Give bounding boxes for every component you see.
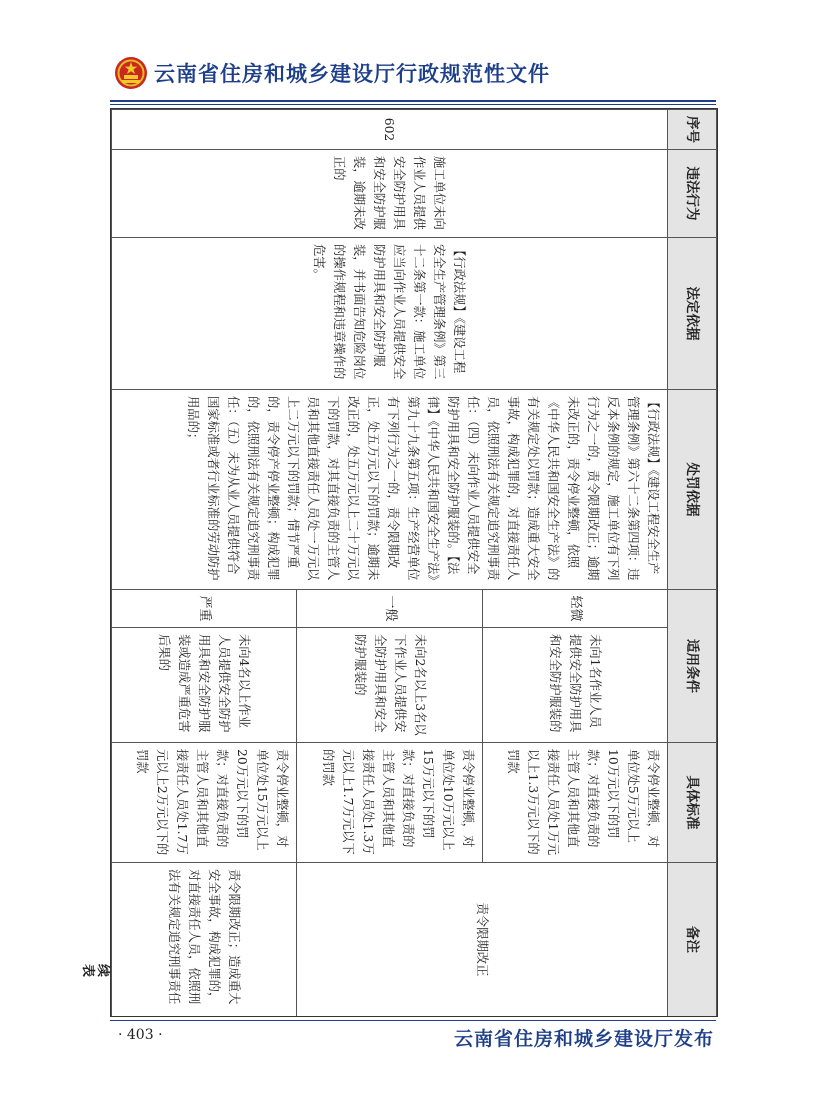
row-behavior: 施工单位未向作业人员提供安全防护用具和安全防护服装，逾期未改正的 [112, 150, 668, 238]
footer-publisher: 云南省住房和城乡建设厅发布 [453, 1028, 714, 1050]
row-seq: 602 [112, 110, 668, 150]
condition-minor: 未向1名作业人员提供安全防护用具和安全防护服装的 [482, 628, 667, 743]
header-divider [110, 100, 716, 102]
col-legal-basis: 法定依据 [668, 238, 717, 390]
header-divider-thin [110, 104, 716, 105]
table-row [482, 110, 667, 1017]
page-number: · 403 · [118, 1027, 163, 1043]
row-penalty-basis: 【行政法规】《建设工程安全生产管理条例》第六十二条第四项：违反本条例的规定，施工单位有下列行为之一的，责令限期改正；逾期未改正的，责令停业整顿，依照《中华人民共和国安全生产法》的有关规定处以罚款；造成重大安全事故，构成犯罪的，对直接责任人员，依照刑法有关规定追究刑事责任：（四）未向作业人员提供安全防护用具和安全防护服装的。【法律】《中华人民共和国安全生产法》第九十九条第五项：生产经营单位有下列行为之一的，责令限期改正，处五万元以下的罚款；逾期未改正的，处五万元以上二十万元以下的罚款，对其直接负责的主管人员和其他直接责任人员处一万元以上二万元以下的罚款；情节严重的，责令停产停业整顿；构成犯罪的，依照刑法有关规定追究刑事责任：（五）未为从业人员提供符合国家标准或者行业标准的劳动防护用品的； [112, 390, 668, 590]
standard-minor: 责令停业整顿，对单位处5万元以上10万元以下的罚款；对直接负责的主管人员和其他直接责任人员处1万元以上1.3万元以下的罚款 [482, 743, 667, 863]
page-header [114, 56, 714, 96]
col-remarks: 备注 [668, 863, 717, 1017]
condition-general: 未向2名以上3名以下作业人员提供安全防护用具和安全防护服装的 [297, 628, 482, 743]
condition-severe: 未向4名以上作业人员提供安全防护用具和安全防护服装或造成严重危害后果的 [112, 628, 297, 743]
standard-severe: 责令停业整顿，对单位处15万元以上20万元以下的罚款；对直接负责的主管人员和其他直接责任人员处1.7万元以上2万元以下的罚款 [112, 743, 297, 863]
col-behavior: 违法行为 [668, 150, 717, 238]
col-standard: 具体标准 [668, 743, 717, 863]
table-header-row [668, 110, 717, 1017]
remark-severe: 责令限期改正；造成重大安全事故，构成犯罪的，对直接责任人员，依照刑法有关规定追究刑事责任 [112, 863, 297, 1017]
footer-divider [110, 1020, 716, 1021]
level-severe: 严重 [112, 590, 297, 628]
penalty-table-rotated [111, 109, 717, 1016]
penalty-table [111, 109, 717, 1017]
col-conditions: 适用条件 [668, 590, 717, 743]
level-general: 一般 [297, 590, 482, 628]
penalty-table-frame [110, 108, 718, 1017]
standard-general: 责令停业整顿，对单位处10万元以上15万元以下的罚款；对直接负责的主管人员和其他直接责任人员处1.3万元以上1.7万元以下的罚款 [297, 743, 482, 863]
header-title: 云南省住房和城乡建设厅行政规范性文件 [154, 62, 550, 86]
continued-table-label: 续表 [80, 964, 110, 978]
national-emblem-icon [114, 56, 148, 90]
col-penalty-basis: 处罚依据 [668, 390, 717, 590]
col-seq: 序号 [668, 110, 717, 150]
remark-correction: 责令限期改正 [297, 863, 668, 1017]
row-legal-basis: 【行政法规】《建设工程安全生产管理条例》第三十二条第一款：施工单位应当向作业人员提供安全防护用具和安全防护服装，并书面告知危险岗位的操作规程和违章操作的危害。 [112, 238, 668, 390]
level-minor: 轻微 [482, 590, 667, 628]
